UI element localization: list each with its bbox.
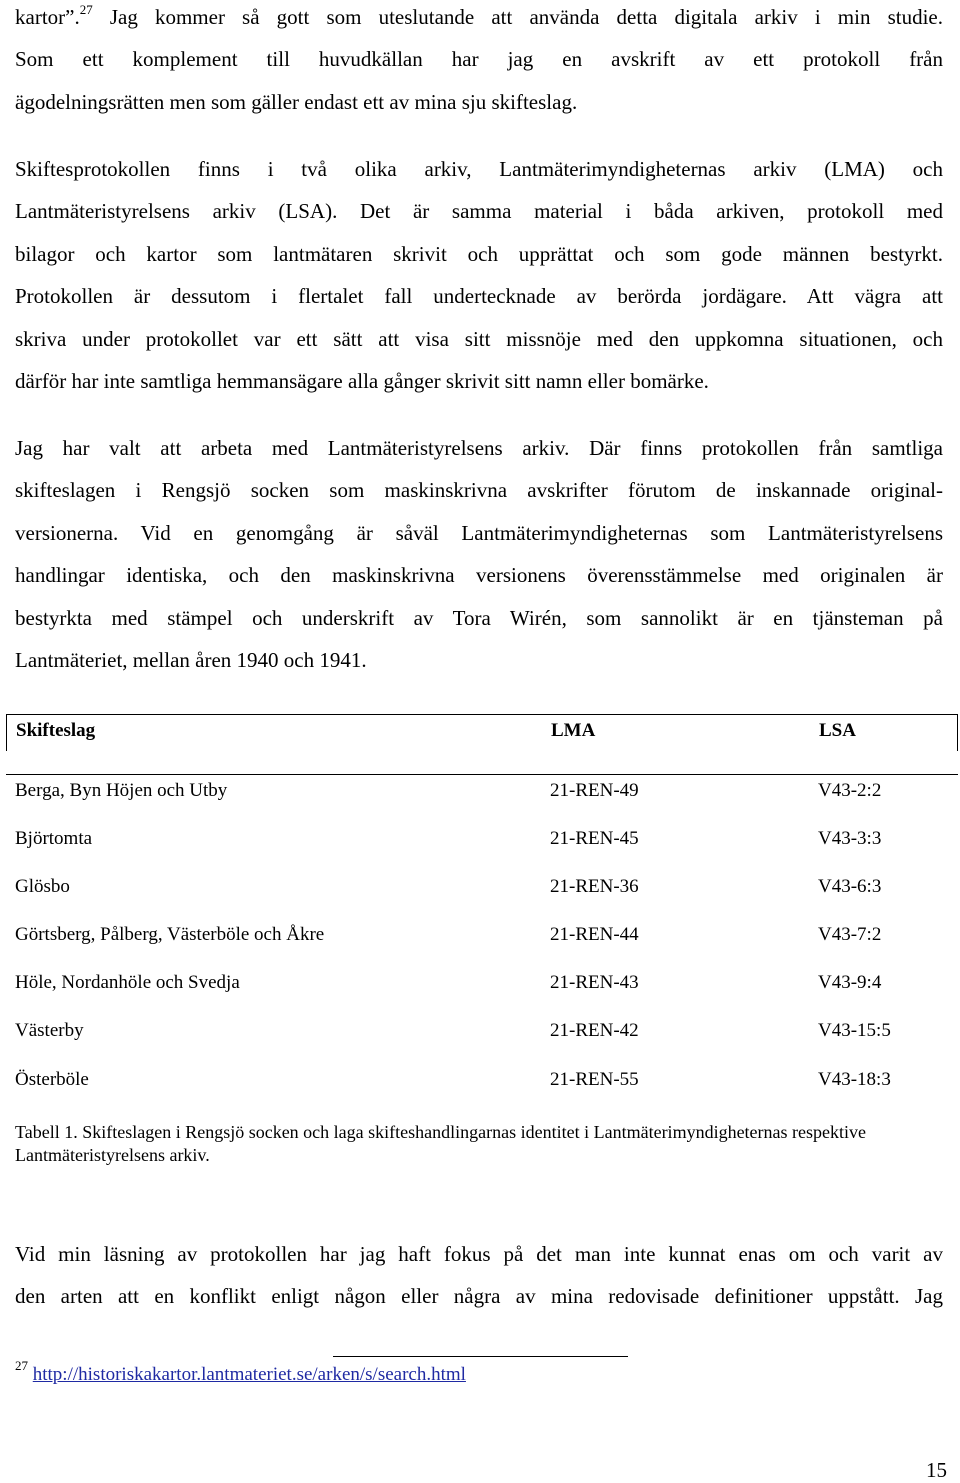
- archive-table: [6, 714, 958, 1090]
- paragraph-4-line-2: den arten att en konflikt enligt någon eller några av mina redovisade definitioner uppstått. Jag: [15, 1284, 943, 1309]
- table-row: Västerby 21-REN-42 V43-15:5: [15, 1020, 891, 1041]
- footnote-27: [15, 1358, 466, 1387]
- table-header-lsa: LSA: [819, 720, 856, 741]
- paragraph-3-line-6: Lantmäteriet, mellan åren 1940 och 1941.: [15, 648, 367, 673]
- table-header-row: [6, 714, 958, 751]
- paragraph-3-line-1: Jag har valt att arbeta med Lantmäteristyrelsens arkiv. Där finns protokollen från samtliga: [15, 436, 943, 460]
- footnote-ref-27[interactable]: 27: [79, 2, 93, 17]
- table-row: Österböle 21-REN-55 V43-18:3: [15, 1069, 891, 1090]
- footnote-number: 27: [15, 1358, 28, 1373]
- paragraph-2-line-2: Lantmäteristyrelsens arkiv (LSA). Det är samma material i båda arkiven, protokoll med: [15, 199, 943, 224]
- paragraph-3-line-4: handlingar identiska, och den maskinskrivna versionens överensstämmelse med originalen är: [15, 563, 943, 588]
- paragraph-1: [15, 0, 943, 123]
- table-row: Björtomta 21-REN-45 V43-3:3: [15, 828, 882, 849]
- paragraph-1-line-1: kartor”.$^{27}$ Jag kommer så gott som uteslutande att använda detta digitala arkiv i min studie.: [15, 2, 943, 29]
- paragraph-3: [15, 427, 943, 681]
- footnote-link[interactable]: http://historiskakartor.lantmateriet.se/arken/s/search.html: [32, 1364, 466, 1385]
- paragraph-4: [15, 1233, 943, 1318]
- paragraph-3-line-2: skifteslagen i Rengsjö socken som maskinskrivna avskrifter förutom de inskannade original-: [15, 478, 943, 503]
- table-header-divider: [6, 774, 958, 775]
- paragraph-2-line-5: skriva under protokollet var ett sätt att visa sitt missnöje med den uppkomna situationen, och: [15, 326, 943, 351]
- paragraph-1-line-2: Som ett komplement till huvudkällan har jag en avskrift av ett protokoll från: [15, 47, 943, 72]
- footnote-separator: [333, 1356, 628, 1357]
- paragraph-2-line-6: därför har inte samtliga hemmansägare alla gånger skrivit sitt namn eller bomärke.: [15, 369, 709, 394]
- paragraph-3-line-5: bestyrkta med stämpel och underskrift av Tora Wirén, som sannolikt är en tjänsteman på: [15, 605, 943, 630]
- paragraph-1-line-3: ägodelningsrätten men som gäller endast ett av mina sju skifteslag.: [15, 89, 578, 114]
- table-header-lma: LMA: [551, 720, 596, 741]
- page-number: 15: [926, 1458, 947, 1482]
- table-row: Glösbo 21-REN-36 V43-6:3: [15, 876, 882, 897]
- paragraph-4-line-1: Vid min läsning av protokollen har jag haft fokus på det man inte kunnat enas om och varit av: [15, 1242, 943, 1266]
- table-row: Berga, Byn Höjen och Utby 21-REN-49 V43-2:2: [15, 780, 882, 801]
- paragraph-2-line-4: Protokollen är dessutom i flertalet fall undertecknade av berörda jordägare. Att vägra att: [15, 284, 943, 309]
- paragraph-2-line-3: bilagor och kartor som lantmätaren skrivit och upprättat och som gode männen bestyrkt.: [15, 241, 943, 266]
- table-row: Höle, Nordanhöle och Svedja 21-REN-43 V43-9:4: [15, 972, 882, 993]
- paragraph-3-line-3: versionerna. Vid en genomgång är såväl Lantmäterimyndigheternas som Lantmäteristyrelsens: [15, 520, 943, 545]
- table-row: Görtsberg, Pålberg, Västerböle och Åkre 21-REN-44 V43-7:2: [15, 924, 882, 945]
- table-header-skifteslag: Skifteslag: [16, 720, 96, 741]
- table-caption: Tabell 1. Skifteslagen i Rengsjö socken och laga skifteshandlingarnas identitet i Lantmäterimyndigheternas respektive Lantmäteristyrelsens arkiv.: [15, 1122, 867, 1165]
- paragraph-2-line-1: Skiftesprotokollen finns i två olika arkiv, Lantmäterimyndigheternas arkiv (LMA) och: [15, 157, 943, 181]
- paragraph-2: [15, 148, 943, 402]
